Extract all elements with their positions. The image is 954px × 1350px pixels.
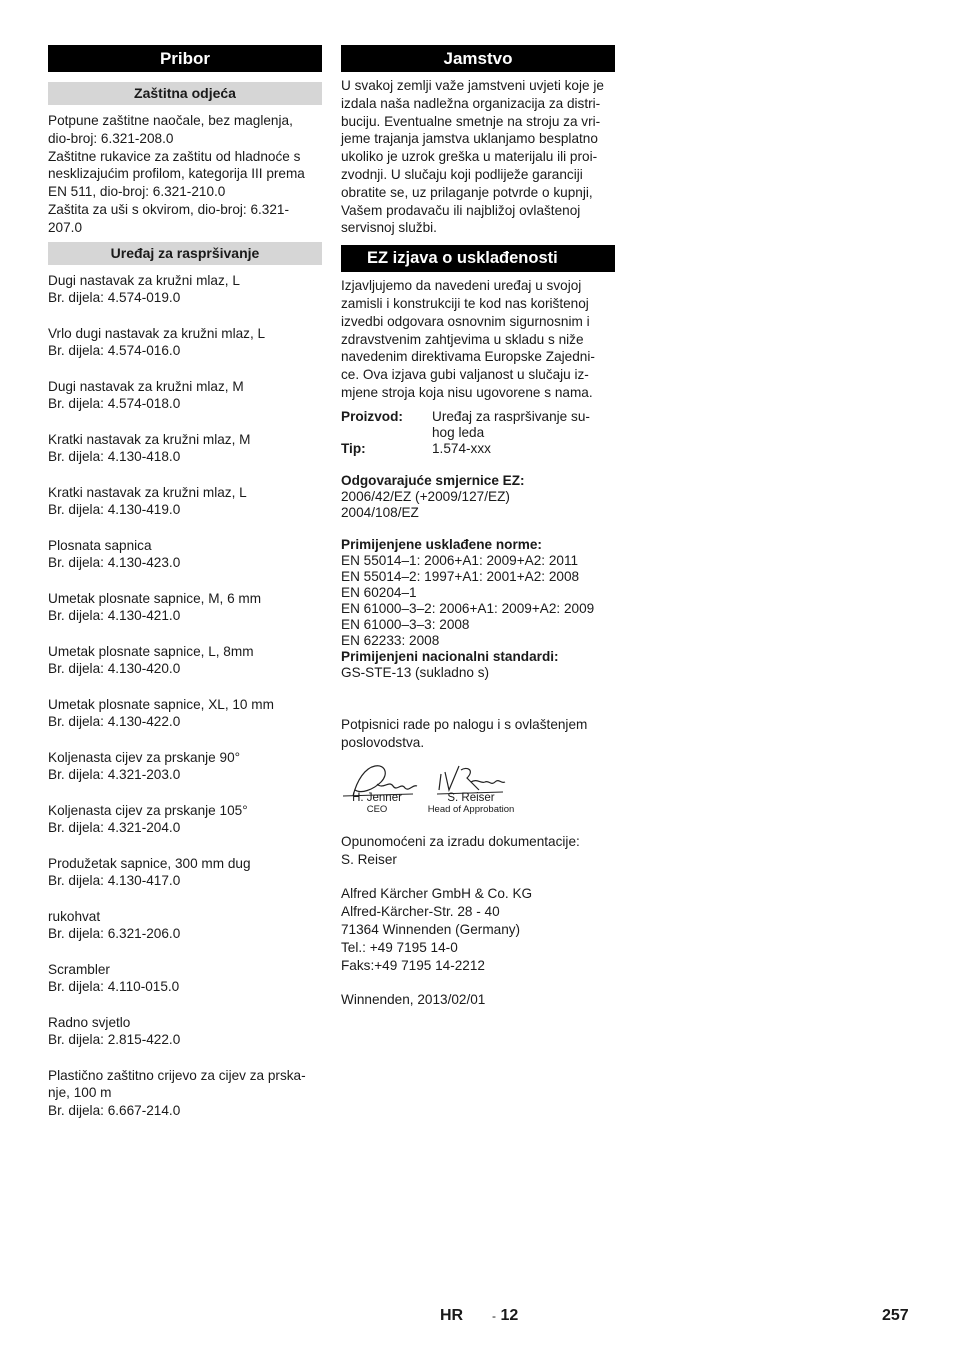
protective-clothing-heading: Zaštitna odjeća: [48, 82, 322, 105]
list-item: Umetak plosnate sapnice, M, 6 mm Br. dijela: 4.130-421.0: [48, 590, 262, 624]
list-item: Scrambler Br. dijela: 4.110-015.0: [48, 961, 180, 995]
signer-jenner: H. Jenner CEO: [352, 791, 402, 815]
warranty-heading: Jamstvo: [341, 45, 615, 72]
left-column: [48, 45, 322, 1137]
list-item: Dugi nastavak za kružni mlaz, L Br. dijela: 4.574-019.0: [48, 272, 240, 306]
list-item: Koljenasta cijev za prskanje 90° Br. dijela: 4.321-203.0: [48, 749, 241, 783]
product-row: Proizvod: Uređaj za raspršivanje su- hog leda: [341, 408, 590, 441]
type-row: Tip: 1.574-xxx: [341, 440, 491, 456]
documentation-text: Opunomoćeni za izradu dokumentacije: S. Reiser: [341, 833, 580, 867]
place-date: Winnenden, 2013/02/01: [341, 992, 486, 1008]
ez-declaration-heading: EZ izjava o usklađenosti: [341, 245, 615, 272]
directives-block: Odgovarajuće smjernice EZ: 2006/42/EZ (+2009/127/EZ) 2004/108/EZ: [341, 473, 525, 521]
list-item: Kratki nastavak za kružni mlaz, L Br. dijela: 4.130-419.0: [48, 484, 247, 518]
list-item: Vrlo dugi nastavak za kružni mlaz, L Br. dijela: 4.574-016.0: [48, 325, 266, 359]
sprayer-heading: Uređaj za raspršivanje: [48, 242, 322, 265]
signatories-text: Potpisnici rade po nalogu i s ovlaštenjem poslovodstva.: [341, 717, 588, 751]
list-item: Plastično zaštitno crijevo za cijev za prska- nje, 100 m Br. dijela: 6.667-214.0: [48, 1067, 306, 1118]
accessories-heading: Pribor: [48, 45, 322, 72]
warranty-text: U svakoj zemlji važe jamstveni uvjeti koje je izdala naša nadležna organizacija za distri- buciju. Eventualne smetnje na stroju za vri- jeme trajanja jamstva uklanjamo besplatno ukoliko je uzrok greška u materijalu ili proi- zvodnji. U slučaju koji podliježe garanciji obratite se, uz prilaganje potvrde o kupnji, Vašem prodavaču ili najbližoj ovlaštenoj servisnoj službi.: [341, 78, 604, 236]
protective-clothing-text: Potpune zaštitne naočale, bez maglenja, dio-broj: 6.321-208.0 Zaštitne rukavice za zaštitu od hladnoće s nesklizajućim profilom, kategorija III prema EN 511, dio-broj: 6.321-210.0 Zaštita za uši s okvirom, dio-broj: 6.321- 207.0: [48, 113, 305, 235]
list-item: Plosnata sapnica Br. dijela: 4.130-423.0: [48, 537, 181, 571]
signer-reiser: S. Reiser Head of Approbation: [427, 791, 515, 815]
right-column: [341, 45, 615, 1009]
list-item: Radno svjetlo Br. dijela: 2.815-422.0: [48, 1014, 181, 1048]
list-item: Produžetak sapnice, 300 mm dug Br. dijela: 4.130-417.0: [48, 855, 251, 889]
product-table: [341, 408, 615, 458]
norms-block: Primijenjene usklađene norme: EN 55014–1: 2006+A1: 2009+A2: 2011 EN 55014–2: 1997+A1: 2001+A2: 2008 EN 60204–1 EN 61000–3–2: 2006+A1: 2009+A2: 2009 EN 61000–3–3: 2008 EN 62233: 2008 Primijenjeni nacionalni standardi: GS-STE-13 (sukladno s): [341, 537, 595, 681]
sprayer-accessory-list: [48, 272, 322, 1120]
footer-page-number: 257: [882, 1307, 909, 1324]
list-item: Koljenasta cijev za prskanje 105° Br. dijela: 4.321-204.0: [48, 802, 248, 836]
list-item: Dugi nastavak za kružni mlaz, M Br. dijela: 4.574-018.0: [48, 378, 244, 412]
list-item: Umetak plosnate sapnice, XL, 10 mm Br. dijela: 4.130-422.0: [48, 696, 274, 730]
signature-block: [341, 760, 615, 824]
list-item: rukohvat Br. dijela: 6.321-206.0: [48, 908, 181, 942]
footer-local-page: - 12: [492, 1307, 519, 1324]
footer-language: HR: [440, 1307, 464, 1324]
company-address: Alfred Kärcher GmbH & Co. KG Alfred-Kärcher-Str. 28 - 40 71364 Winnenden (Germany) Tel.: +49 7195 14-0 Faks:+49 7195 14-2212: [341, 886, 533, 973]
ez-declaration-text: Izjavljujemo da navedeni uređaj u svojoj zamisli i konstrukciji te kod nas korištenoj izvedbi odgovara osnovnim sigurnosnim i zdravstvenim zahtjevima u skladu s niže navedenim direktivama Europske Zajedni- ce. Ova izjava gubi valjanost u slučaju iz- mjene stroja koja nisu ugovorene s nama.: [341, 278, 595, 400]
list-item: Kratki nastavak za kružni mlaz, M Br. dijela: 4.130-418.0: [48, 431, 251, 465]
list-item: Umetak plosnate sapnice, L, 8mm Br. dijela: 4.130-420.0: [48, 643, 254, 677]
